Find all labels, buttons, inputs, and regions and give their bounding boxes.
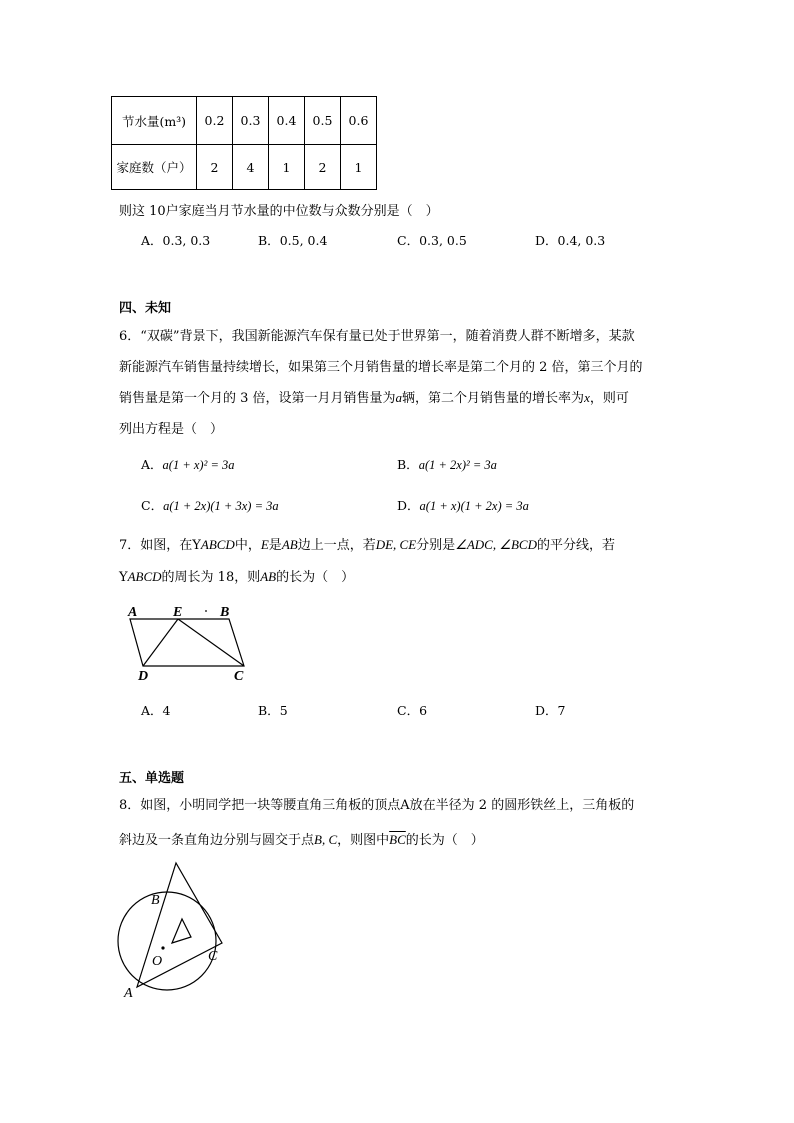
option-label: D． [535, 703, 558, 718]
option-text: 7 [557, 703, 566, 718]
text-run: 辆，第二个月销售量的增长率为 [402, 391, 585, 406]
option-text: 0.3, 0.5 [419, 233, 467, 248]
parallelogram-symbol: Y [119, 570, 128, 585]
text-run: 是 [268, 538, 282, 553]
option-text: 4 [162, 703, 171, 718]
option-text: a(1 + x)(1 + 2x) = 3a [419, 499, 529, 513]
math-var: ∠ADC, ∠BCD [455, 537, 537, 552]
option-text: 0.3, 0.3 [162, 233, 211, 248]
option-text: 0.4, 0.3 [557, 233, 606, 248]
option-label: B． [397, 457, 419, 472]
math-var: ABCD [127, 569, 162, 584]
label-o: O [152, 954, 163, 969]
label-a: A [128, 605, 138, 620]
table-cell: 0.3 [233, 97, 269, 145]
arc-bc: $\overline{BC}$ [389, 832, 406, 847]
table-cell: 0.4 [269, 97, 305, 145]
table-cell: 1 [341, 145, 377, 190]
option-text: a(1 + 2x)² = 3a [418, 458, 497, 472]
option-text: a(1 + x)² = 3a [162, 458, 235, 472]
text-run: 的长为（ ） [405, 833, 484, 848]
option-text: a(1 + 2x)(1 + 3x) = 3a [163, 499, 279, 513]
label-b: B [151, 893, 160, 908]
table-cell: 2 [305, 145, 341, 190]
option-label: C． [141, 498, 164, 513]
text-run: 边上一点，若 [297, 538, 376, 553]
row-header-water-saved: 节水量(m³) [112, 97, 197, 145]
option-label: A． [141, 233, 163, 248]
option-label: B． [258, 703, 280, 718]
row-header-households: 家庭数（户） [112, 145, 197, 190]
math-var: E [260, 537, 269, 552]
option-text: 0.5, 0.4 [279, 233, 328, 248]
label-c: C [234, 669, 244, 684]
label-d: D [138, 669, 149, 684]
option-text: 5 [279, 703, 288, 718]
table-cell: 0.5 [305, 97, 341, 145]
text-run: 7．如图，在 [119, 538, 193, 553]
text-run: 的周长为 18，则 [161, 570, 261, 585]
label-c: C [208, 949, 218, 964]
option-label: D． [397, 498, 420, 513]
option-text: 6 [419, 703, 428, 718]
text-run: 销售量是第一个月的 3 倍，设第一月月销售量为 [119, 391, 396, 406]
set-square-inner-hole [172, 919, 191, 943]
center-point [161, 946, 164, 949]
q8-line-1: 8．如图，小明同学把一块等腰直角三角板的顶点A放在半径为 2 的圆形铁丝上，三角板的 [119, 798, 635, 813]
text-run: 的平分线，若 [537, 538, 616, 553]
text-run: ，则可 [589, 391, 629, 406]
math-var: AB [281, 537, 298, 552]
parallelogram-symbol: Y [192, 538, 201, 553]
math-var: DE, CE [375, 537, 417, 552]
label-e: E [173, 605, 183, 620]
q6-line-4: 列出方程是（ ） [119, 422, 224, 437]
table-cell: 4 [233, 145, 269, 190]
q6-line-1: 6．“双碳”背景下，我国新能源汽车保有量已处于世界第一，随着消费人群不断增多，某款 [119, 329, 635, 344]
math-var: x [584, 390, 590, 405]
text-run: ，则图中 [337, 833, 390, 848]
option-label: B． [258, 233, 280, 248]
option-label: D． [535, 233, 558, 248]
table-cell: 0.2 [197, 97, 233, 145]
table-cell: 1 [269, 145, 305, 190]
math-var: a [395, 390, 403, 405]
option-label: A． [141, 703, 163, 718]
table-cell: 2 [197, 145, 233, 190]
option-label: A． [141, 457, 163, 472]
label-a: A [124, 986, 133, 1001]
text-run: 的长为（ ） [276, 570, 355, 585]
q6-line-2: 新能源汽车销售量持续增长，如果第三个月销售量的增长率是第二个月的 2 倍，第三个月的 [119, 360, 643, 375]
option-label: C． [397, 233, 420, 248]
q5-question: 则这 10户家庭当月节水量的中位数与众数分别是（ ） [119, 204, 439, 219]
section-title-5: 五、单选题 [119, 771, 185, 786]
label-b: B [220, 605, 230, 620]
section-title-4: 四、未知 [119, 301, 172, 316]
text-run: 分别是 [416, 538, 456, 553]
text-run: 中， [234, 538, 261, 553]
math-var: ABCD [200, 537, 235, 552]
option-label: C． [397, 703, 420, 718]
text-run: 斜边及一条直角边分别与圆交于点 [119, 833, 315, 848]
math-var: B, C [314, 832, 338, 847]
math-var: AB [260, 569, 277, 584]
table-cell: 0.6 [341, 97, 377, 145]
